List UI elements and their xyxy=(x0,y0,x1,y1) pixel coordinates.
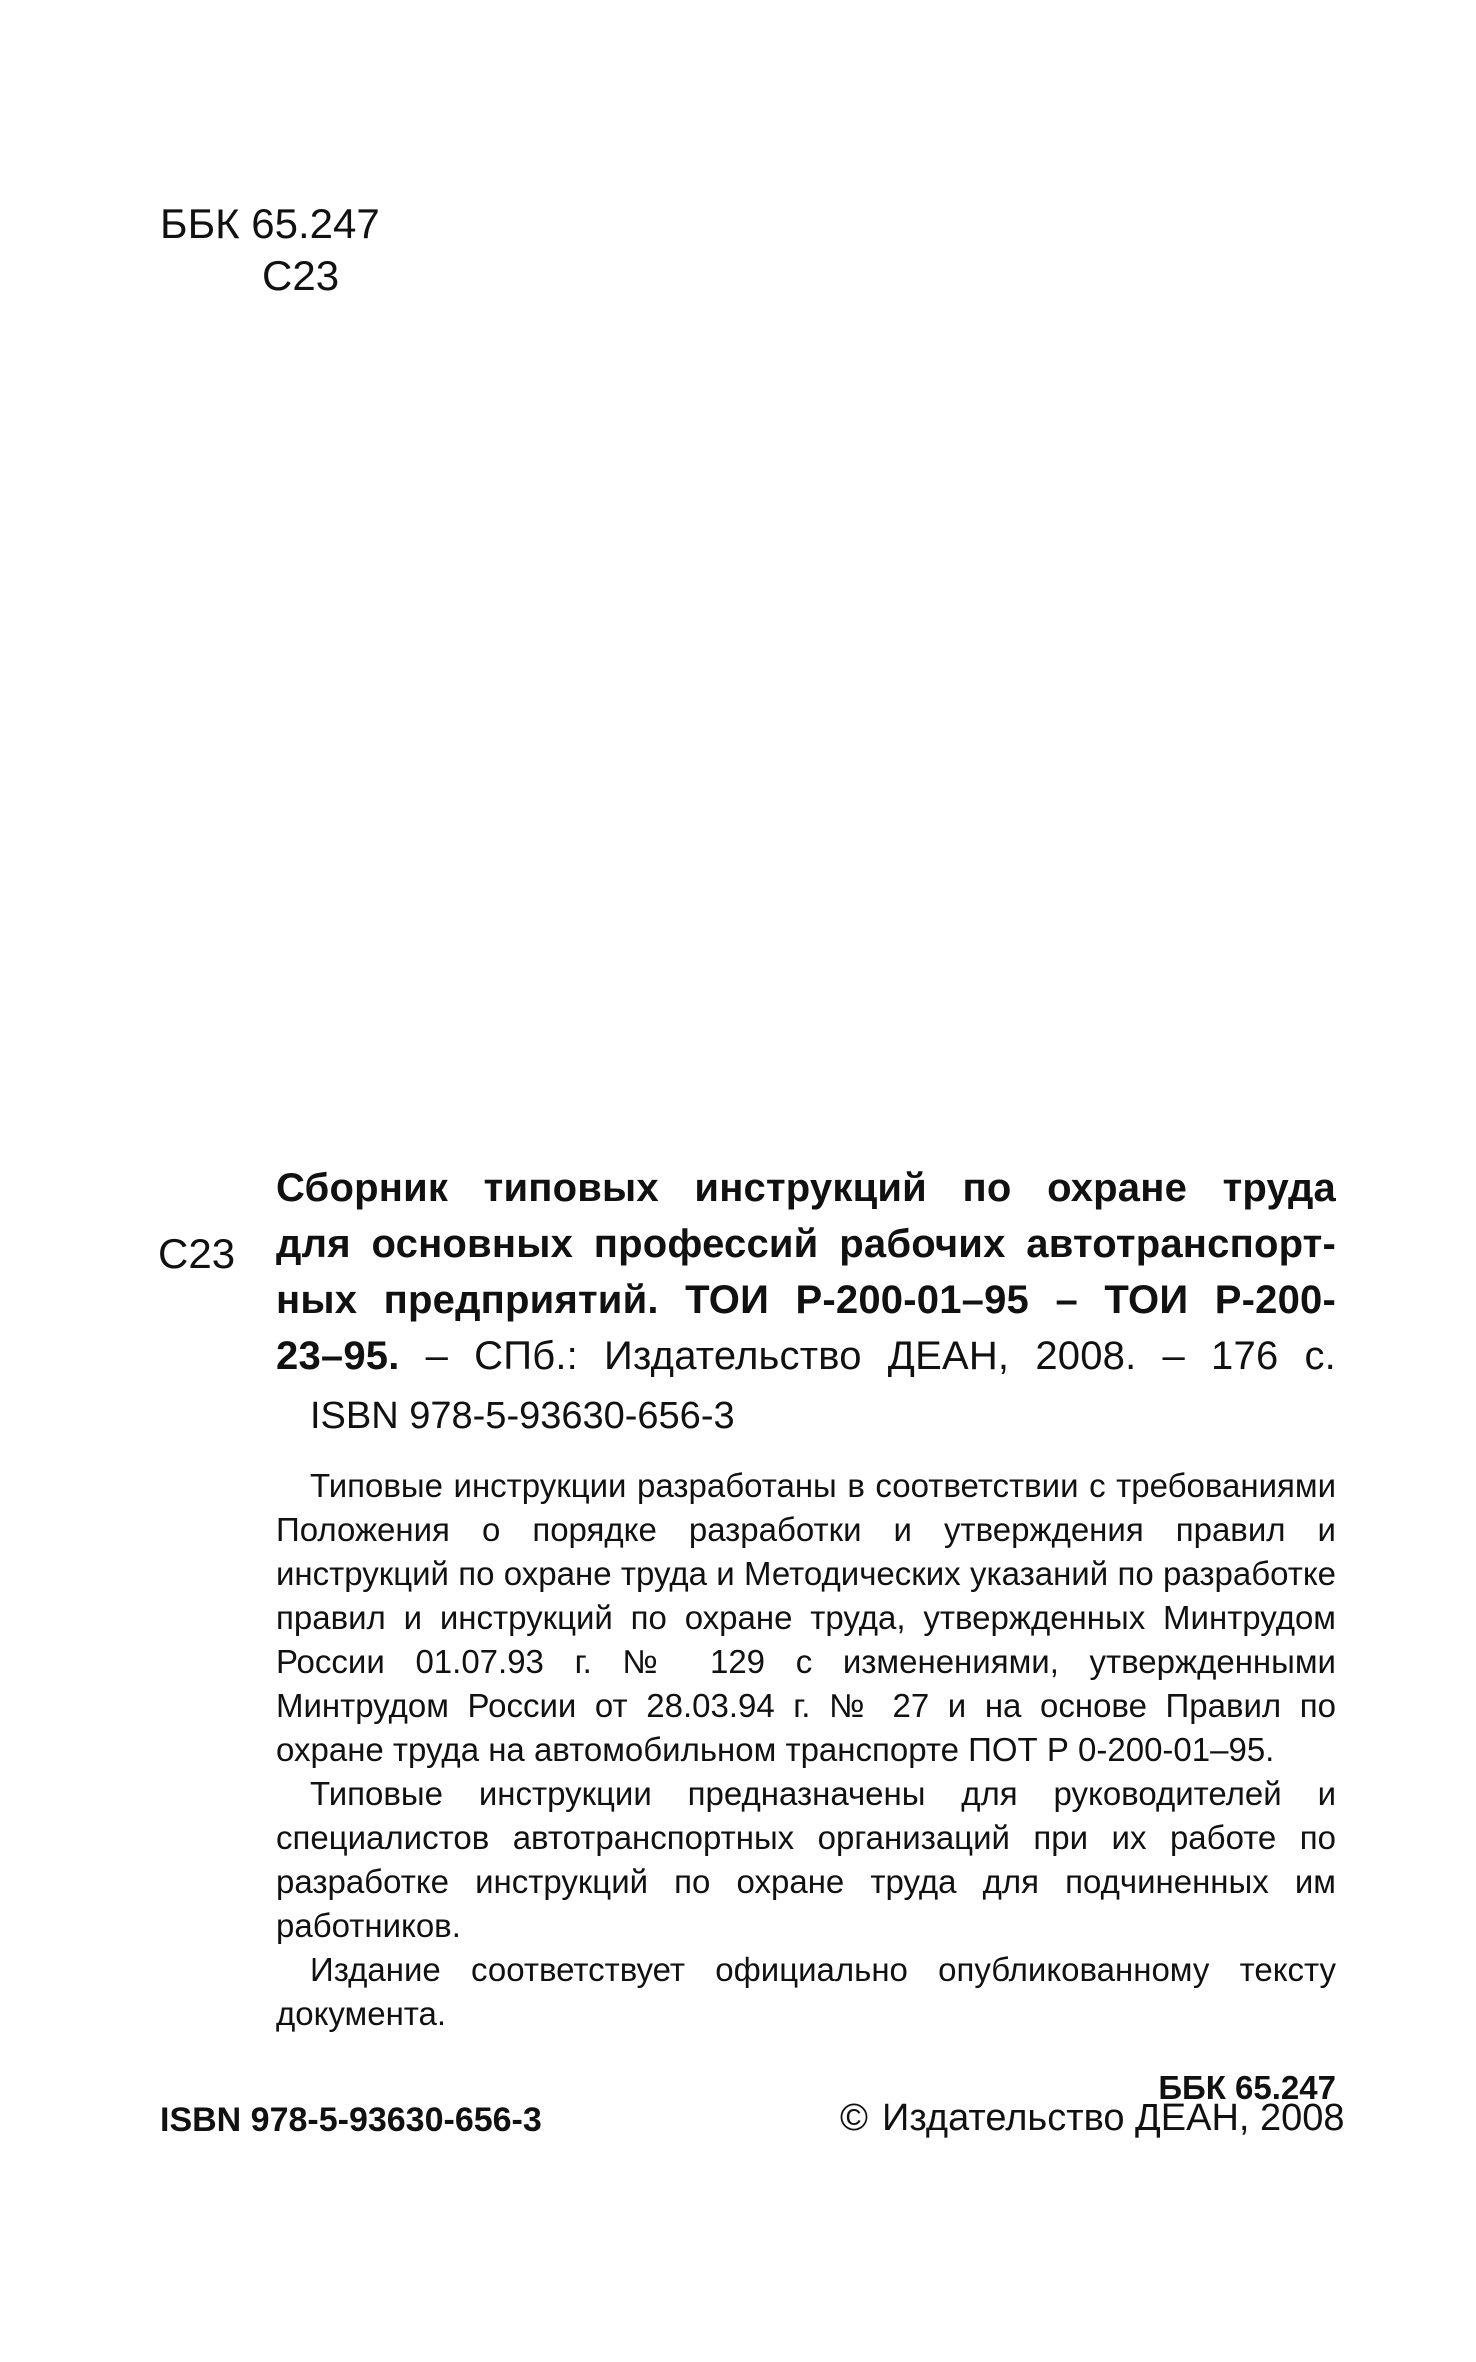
annotation xyxy=(276,1464,1336,2036)
bibliographic-entry xyxy=(276,1160,1336,2110)
bbk-code: ББК 65.247 xyxy=(160,200,380,247)
entry-author-sign: С23 xyxy=(158,1230,236,1277)
annotation-paragraph: Издание соответствует официально опубликованному тексту документа. xyxy=(276,1951,1336,2032)
annotation-paragraph: Типовые инструкции разработаны в соответствии с требованиями Положения о порядке разработки и утверждения правил и инструкций по охране труда и Методических указаний по разработке правил и инструкций по охране труда, утвержденных Минтрудом России 01.07.93 г. № 129 с изменениями, утвержденными Минтрудом России от 28.03.94 г. № 27 и на основе Правил по охране труда на автомобильном транспорте ПОТ Р 0-200-01–95. xyxy=(276,1467,1336,1768)
title-line: ных предприятий. ТОИ Р-200-01–95 – ТОИ Р-200- xyxy=(276,1278,1336,1322)
author-sign: С23 xyxy=(262,252,340,299)
title-imprint-line xyxy=(276,1328,1336,1384)
title-line: Сборник типовых инструкций по охране труда xyxy=(276,1166,1336,1210)
title-line: для основных профессий рабочих автотранспорт- xyxy=(276,1222,1336,1266)
copyright-text: Издательство ДЕАН, 2008 xyxy=(882,2097,1345,2139)
isbn: ISBN 978-5-93630-656-3 xyxy=(310,1395,735,1437)
copyright xyxy=(840,2094,1345,2142)
bbk-code-bottom: ББК 65.247 xyxy=(1158,2069,1336,2106)
bbk-classification-header xyxy=(160,198,380,302)
copyright-icon: © xyxy=(840,2097,868,2139)
book-title xyxy=(276,1160,1336,1384)
imprint: – СПб.: Издательство ДЕАН, 2008. – 176 с. xyxy=(399,1334,1336,1378)
annotation-paragraph: Типовые инструкции предназначены для руководителей и специалистов автотранспортных организаций при их работе по разработке инструкций по охране труда для подчиненных им работников. xyxy=(276,1775,1336,1944)
footer-isbn: ISBN 978-5-93630-656-3 xyxy=(160,2101,542,2139)
title-last-part: 23–95. xyxy=(276,1334,400,1378)
